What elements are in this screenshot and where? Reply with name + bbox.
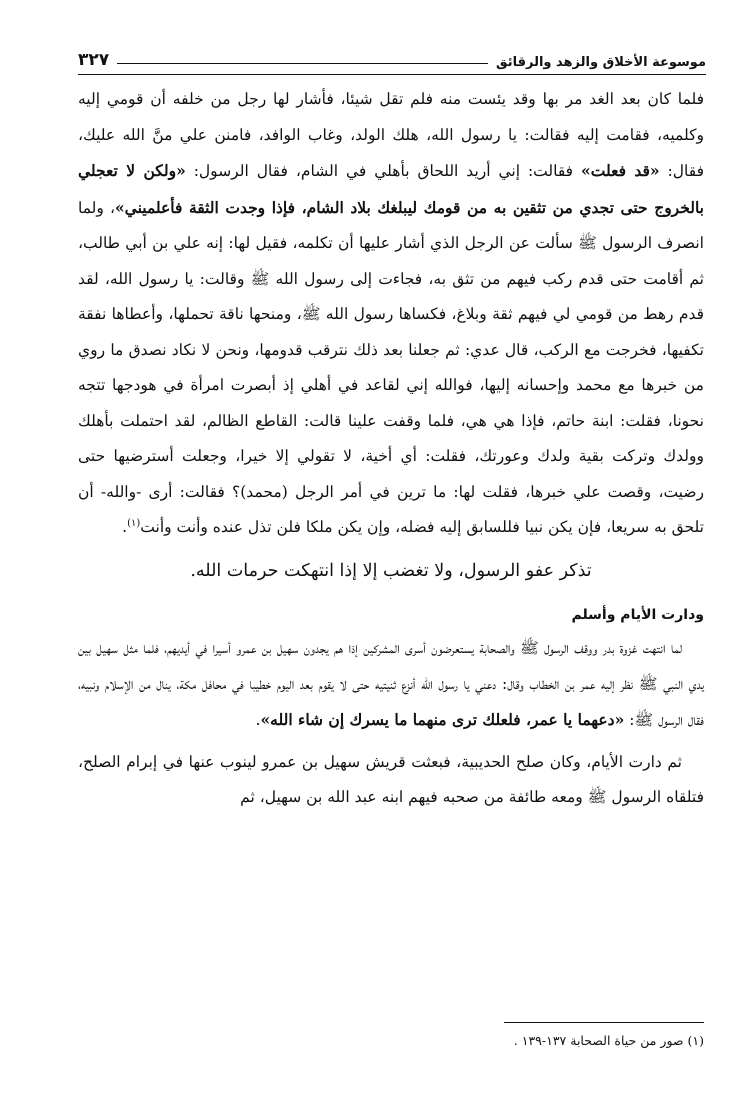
hadith-quote: «دعهما يا عمر، فلعلك ترى منهما ما يسرك إن شاء الله» (260, 710, 625, 729)
paragraph-text: . (122, 518, 128, 536)
paragraph-hudaybiyya: ثم دارت الأيام، وكان صلح الحديبية، فبعثت قريش سهيل بن عمرو لينوب عنها في إبرام الصلح، فتلقاه الرسول ﷺ ومعه طائفة من صحبه فيهم ابنه عبد الله بن سهيل، ثم (78, 752, 704, 806)
header-rule (78, 74, 706, 75)
section-title: ودارت الأيام وأسلم (571, 607, 704, 623)
page-number: ٣٢٧ (78, 50, 110, 70)
paragraph-badr (78, 631, 704, 739)
paragraph-text: ، ولما انصرف الرسول ﷺ سألت عن الرجل الذي أشار عليها أن تكلمه، فقيل لها: إنه علي بن أبي طالب، ثم أقامت حتى قدم ركب فيهم من تثق به، فجاءت إلى رسول الله ﷺ وقالت: يا رسول الله، لقد قدم رهط من قومي لي فيهم ثقة وبلاغ، فكساها رسول الله ﷺ، ومنحها ناقة تحملها، وأعطاها نفقة تكفيها، فخرجت مع الركب، قال عدي: ثم جعلنا بعد ذلك نترقب قدومها، ونحن لا نكاد نصدق ما روي من خبرها مع محمد وإحسانه إليها، فوالله إني لقاعد في أهلي إذ أبصرت امرأة في هودجها تتجه نحونا، فقلت: ابنة حاتم، فإذا هي هي، فلما وقفت علينا قالت: القاطع الظالم، لقد احتملت بأهلك وولدك وتركت بقية ولدك وعورتك، فقلت: أي أخية، لا تقولي إلا خيرا، وجعلت أسترضيها حتى رضيت، وقصت علي خبرها، فقلت لها: ما ترين في أمر الرجل (محمد)؟ فقالت: أرى -والله- أن تلحق به سريعا، فإن يكن نبيا فللسابق إليه فضله، وإن يكن ملكا فلن تذل عنده وأنت وأنت (78, 198, 704, 536)
hadith-quote: «ولكن لا تعجلي بالخروج حتى تجدي من تثقين به من قومك ليبلغك بلاد الشام، فإذا وجدت الثقة فأعلميني» (78, 161, 704, 217)
footnote: (١) صور من حياة الصحابة ١٣٧-١٣٩ . (513, 1033, 704, 1048)
paragraph-text: لما انتهت غزوة بدر ووقف الرسول ﷺ والصحابة يستعرضون أسرى المشركين إذا هم يجدون سهيل بن عمرو أسيرا في أيديهم، فلما مثل سهيل بين يدي النبي ﷺ نظر إليه عمر بن الخطاب وقال: دعني يا رسول الله أنزع ثنيتيه حتى لا يقوم بعد اليوم خطيبا في محافل مكة، ينال من الإسلام ونبيه، فقال الرسول ﷺ: (78, 639, 704, 729)
footnote-rule (504, 1022, 704, 1023)
hadith-quote: «قد فعلت» (581, 161, 660, 180)
paragraph-text: فلما كان بعد الغد مر بها وقد يئست منه فلم تقل شيئا، فأشار لها رجل من خلفه أن قومي إليه وكلميه، فقامت إليه فقالت: يا رسول الله، هلك الولد، وغاب الوافد، فامنن علي منَّ الله عليك، فقال: (78, 90, 705, 180)
header-dash-line (117, 63, 488, 64)
page-header (78, 40, 706, 70)
paragraph-story (78, 82, 704, 546)
verse-line: تذكر عفو الرسول، ولا تغضب إلا إذا انتهكت حرمات الله. (190, 560, 592, 581)
book-title: موسوعة الأخلاق والزهد والرقائق (496, 55, 706, 70)
paragraph-text: . (255, 711, 261, 729)
body-text (78, 82, 704, 816)
paragraph-text: فقالت: إني أريد اللحاق بأهلي في الشام، فقال الرسول: (185, 162, 582, 180)
footnote-marker: (١) (127, 517, 141, 529)
